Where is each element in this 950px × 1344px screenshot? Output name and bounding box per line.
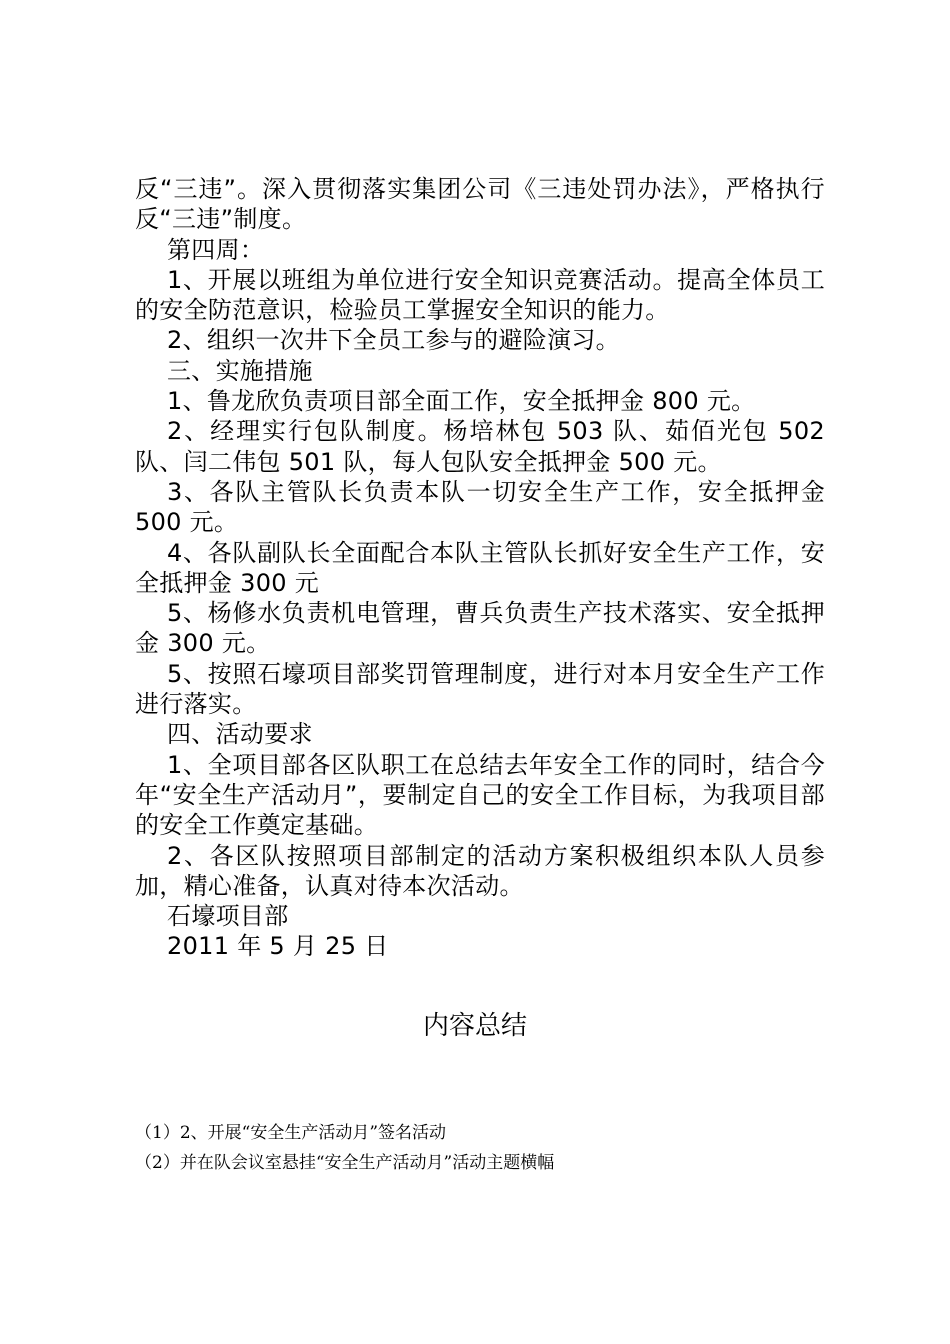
paragraph: 4、各队副队长全面配合本队主管队长抓好安全生产工作，安全抵押金 300 元 xyxy=(135,538,825,597)
paragraph: 2、组织一次井下全员工参与的避险演习。 xyxy=(167,326,620,355)
paragraph: 1、开展以班组为单位进行安全知识竞赛活动。提高全体员工的安全防范意识，检验员工掌握安全知识的能力。 xyxy=(135,265,825,325)
summary-title: 内容总结 xyxy=(422,1011,527,1041)
paragraph: 第四周： xyxy=(167,235,265,264)
paragraph: 5、按照石壕项目部奖罚管理制度，进行对本月安全生产工作进行落实。 xyxy=(135,659,825,719)
section-heading: 三、实施措施 xyxy=(167,356,313,385)
paragraph: 2、经理实行包队制度。杨培林包 503 队、茹佰光包 502 队、闫二伟包 501 队，每人包队安全抵押金 500 元。 xyxy=(135,417,825,476)
signature-date: 2011 年 5 月 25 日 xyxy=(167,932,389,961)
paragraph: 2、各区队按照项目部制定的活动方案积极组织本队人员参加，精心准备，认真对待本次活动。 xyxy=(135,841,825,900)
paragraph: 3、各队主管队长负责本队一切安全生产工作，安全抵押金 500 元。 xyxy=(135,477,825,537)
summary-item: （2）并在队会议室悬挂“安全生产活动月”活动主题横幅 xyxy=(135,1153,555,1173)
document-body xyxy=(135,174,825,962)
signature-organization: 石壕项目部 xyxy=(167,902,289,931)
summary-list xyxy=(135,1118,835,1178)
summary-item: （1）2、开展“安全生产活动月”签名活动 xyxy=(135,1123,447,1143)
paragraph: 1、全项目部各区队职工在总结去年安全工作的同时，结合今年“安全生产活动月”，要制定自己的安全工作目标，为我项目部的安全工作奠定基础。 xyxy=(135,750,825,840)
paragraph: 反“三违”。深入贯彻落实集团公司《三违处罚办法》，严格执行反“三违”制度。 xyxy=(135,175,825,234)
section-heading: 四、活动要求 xyxy=(167,720,313,749)
paragraph: 5、杨修水负责机电管理，曹兵负责生产技术落实、安全抵押金 300 元。 xyxy=(135,599,825,658)
paragraph: 1、鲁龙欣负责项目部全面工作，安全抵押金 800 元。 xyxy=(167,387,756,416)
